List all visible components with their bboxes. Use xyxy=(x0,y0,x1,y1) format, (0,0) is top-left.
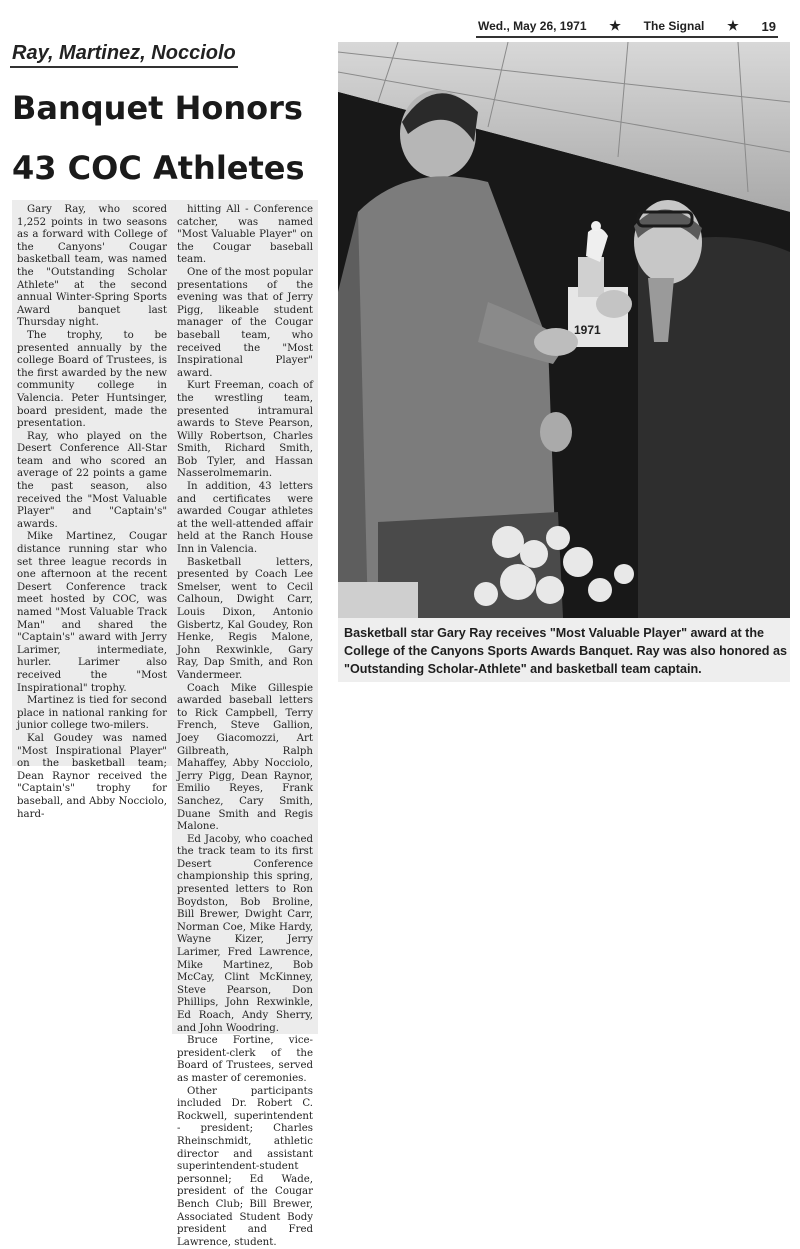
headline-line-2: 43 COC Athletes xyxy=(12,149,305,187)
trophy-plate-text: 1971 xyxy=(574,323,601,337)
article-paragraph: Ed Jacoby, who coached the track team to its first Desert Conference championship this spring, presented letters to Ron Boydston, Bob Broline, Bill Brewer, Dwight Carr, Norman Coe, Mike Hardy, Wayne Kizer, Jerry Larimer, Fred Lawrence, Mike Martinez, Bob McCay, Clint McKinney, Steve Pearson, Don Phillips, John Rexwinkle, Ed Roach, Andy Sherry, and John Woodring. xyxy=(177,833,313,1034)
star-icon: ★ xyxy=(609,18,621,33)
paper-name: The Signal xyxy=(643,19,705,33)
award-photo xyxy=(338,42,790,618)
article-paragraph: Kal Goudey was named "Most Inspirational Player" on the basketball team; Dean Raynor received the "Captain's" trophy for baseball, and Abby Nocciolo, hard- xyxy=(17,732,167,820)
article-column-1 xyxy=(12,200,172,820)
article-paragraph: Gary Ray, who scored 1,252 points in two seasons as a forward with College of the Canyons' Cougar basketball team, was named the "Outstanding Scholar Athlete" at the second annual Winter-Spring Sports Award banquet last Thursday night. xyxy=(17,204,167,329)
article-paragraph: One of the most popular presentations of the evening was that of Jerry Pigg, likeable student manager of the Cougar baseball team, who received the "Most Inspirational Player" award. xyxy=(177,266,313,379)
article-paragraph: Coach Mike Gillespie awarded baseball letters to Rick Campbell, Terry French, Steve Gallion, Joey Giacomozzi, Art Gilbreath, Ralph Mahaffey, Abby Nocciolo, Jerry Pigg, Dean Raynor, Emilio Reyes, Frank Sanchez, Cary Smith, Duane Smith and Regis Malone. xyxy=(177,682,313,833)
article-paragraph: Martinez is tied for second place in national ranking for junior college two-milers. xyxy=(17,695,167,732)
article-paragraph: Bruce Fortine, vice-president-clerk of the Board of Trustees, served as master of ceremonies. xyxy=(177,1035,313,1084)
page-number: 19 xyxy=(761,18,776,34)
headline xyxy=(12,78,332,198)
star-icon: ★ xyxy=(727,18,739,33)
article-paragraph: hitting All - Conference catcher, was named "Most Valuable Player" on the Cougar baseball team. xyxy=(177,204,313,266)
article-paragraph: Ray, who played on the Desert Conference All-Star team and who scored an average of 22 points a game the past season, also received the "Most Valuable Player" and "Captain's" awards. xyxy=(17,430,167,530)
article-paragraph: In addition, 43 letters and certificates were awarded Cougar athletes at the well-attended affair held at the Ranch House Inn in Valencia. xyxy=(177,481,313,556)
masthead xyxy=(476,16,778,38)
headline-line-1: Banquet Honors xyxy=(12,89,303,127)
article-paragraph: Kurt Freeman, coach of the wrestling team, presented intramural awards to Steve Pearson, Willy Robertson, Charles Smith, Richard Smith, Bob Tyler, and Hassan Nasserolmemarin. xyxy=(177,380,313,480)
article-column-2 xyxy=(172,200,318,1248)
kicker-headline: Ray, Martinez, Nocciolo xyxy=(10,40,238,68)
article-paragraph: The trophy, to be presented annually by the college Board of Trustees, is the first awarded by the new community college in Valencia. Peter Huntsinger, board president, made the presentation. xyxy=(17,329,167,430)
article-paragraph: Basketball letters, presented by Coach Lee Smelser, went to Cecil Calhoun, Dwight Carr, Louis Dixon, Antonio Gisbertz, Kal Goudey, Ron Henke, Regis Malone, John Rexwinkle, Gary Ray, Dap Smith, and Ron Vandermeer. xyxy=(177,556,313,681)
article-paragraph: Mike Martinez, Cougar distance running star who set three league records in one afternoon at the recent Desert Conference track meet hosted by COC, was named "Most Valuable Track Man" and shared the "Captain's" award with Jerry Larimer, intermediate, hurler. Larimer also received the "Most Inspirational" trophy. xyxy=(17,531,167,694)
photo-caption: Basketball star Gary Ray receives "Most Valuable Player" award at the College of the Canyons Sports Awards Banquet. Ray was also honored as "Outstanding Scholar-Athlete" and basketball team captain. xyxy=(344,626,787,676)
recipient-figure xyxy=(634,200,790,618)
issue-date: Wed., May 26, 1971 xyxy=(478,19,587,33)
article-paragraph: Other participants included Dr. Robert C. Rockwell, superintendent - president; Charles Rheinschmidt, athletic director and assistant superintendent-student personnel; Ed Wade, president of the Cougar Bench Club; Bill Brewer, Associated Student Body president and Fred Lawrence, student. xyxy=(177,1085,313,1248)
table-cloth xyxy=(338,582,418,618)
